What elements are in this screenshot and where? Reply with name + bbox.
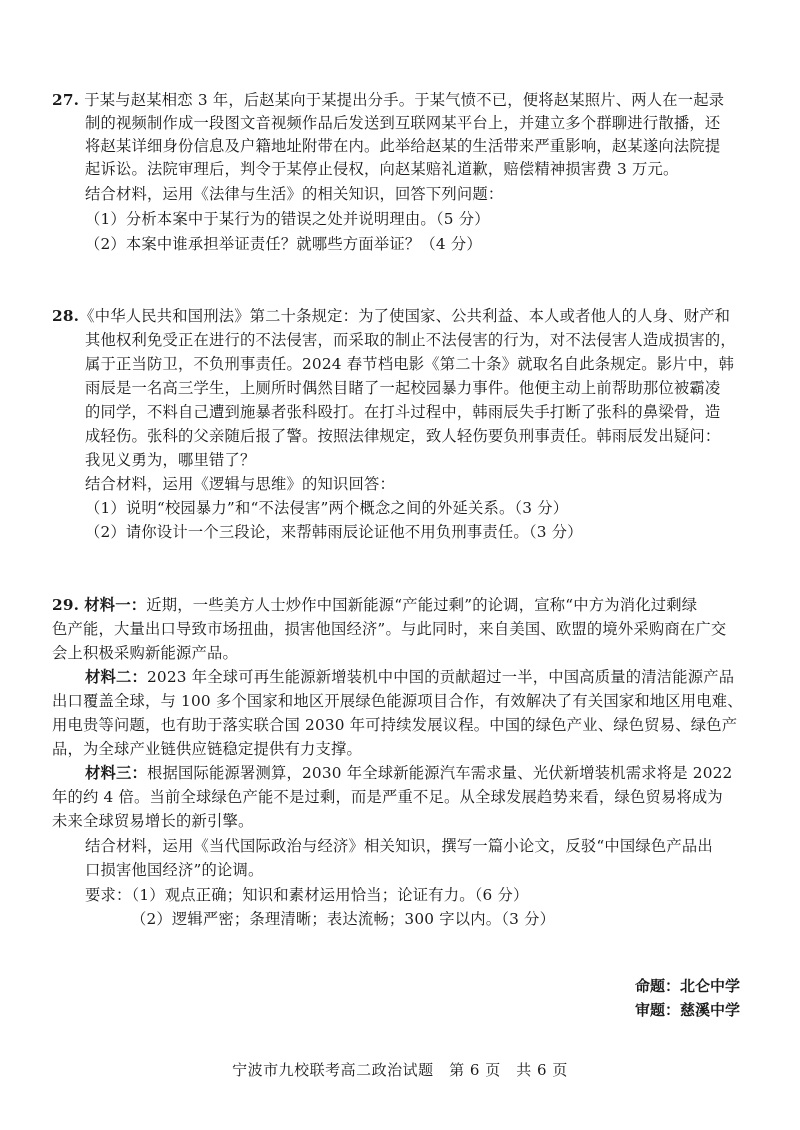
- material-2-line-1: 材料二：2023 年全球可再生能源新增装机中中国的贡献超过一半，中国高质量的清洁能源产品: [85, 668, 735, 686]
- question-28-number: 28.: [52, 307, 80, 325]
- material-1-line-1: 29. 材料一：近期，一些美方人士炒作中国新能源“产能过剩”的论调，宣称“中方为消化过剩绿: [52, 596, 698, 614]
- question-27-line-2: 制的视频制作成一段图文音视频作品后发送到互联网某平台上，并建立多个群聊进行散播，还: [85, 114, 721, 132]
- material-3-line-3: 未来全球贸易增长的新引擎。: [52, 812, 254, 830]
- question-28-line-6: 成轻伤。张科的父亲随后报了警。按照法律规定，致人轻伤要负刑事责任。韩雨辰发出疑问：: [85, 427, 721, 445]
- question-27-sub-2: （2）本案中谁承担举证责任？就哪些方面举证？（4 分）: [85, 235, 482, 253]
- question-27-line-4: 起诉讼。法院审理后，判令于某停止侵权，向赵某赔礼道歉，赔偿精神损害费 3 万元。: [85, 160, 679, 178]
- question-28-line-7: 我见义勇为，哪里错了？: [85, 451, 256, 469]
- reviewer-credit: 审题：慈溪中学: [634, 1001, 740, 1019]
- question-27-sub-1: （1）分析本案中于某行为的错误之处并说明理由。（5 分）: [85, 210, 490, 228]
- material-3-line-2: 年的约 4 倍。当前全球绿色产能不是过剩，而是严重不足。从全球发展趋势来看，绿色贸易将成为: [52, 788, 723, 806]
- question-29-number: 29.: [52, 596, 80, 614]
- question-28-line-1: 28.《中华人民共和国刑法》第二十条规定：为了使国家、公共利益、本人或者他人的人身、财产和: [52, 307, 731, 325]
- question-28-line-3: 属于正当防卫，不负刑事责任。2024 春节档电影《第二十条》就取名自此条规定。影片中，韩: [85, 355, 735, 373]
- material-3-label: 材料三：: [85, 764, 147, 782]
- material-1-line-3: 会上积极采购新能源产品。: [52, 644, 238, 662]
- question-27-line-1: 27. 于某与赵某相恋 3 年，后赵某向于某提出分手。于某气愤不已，便将赵某照片、两人在一起录: [52, 91, 725, 109]
- question-28-sub-1: （1）说明“校园暴力”和“不法侵害”两个概念之间的外延关系。（3 分）: [85, 499, 569, 517]
- author-credit: 命题：北仑中学: [634, 977, 740, 995]
- material-2-line-3: 用电贵等问题，也有助于落实联合国 2030 年可持续发展议程。中国的绿色产业、绿色贸易、绿色产: [52, 716, 738, 734]
- question-29-requirement-1: 要求：（1）观点正确；知识和素材运用恰当；论证有力。（6 分）: [85, 886, 529, 904]
- material-3-line-1: 材料三：根据国际能源署测算，2030 年全球新能源汽车需求量、光伏新增装机需求将是 2022: [85, 764, 733, 782]
- material-2-line-4: 品，为全球产业链供应链稳定提供有力支撑。: [52, 740, 362, 758]
- question-29-instruction-line-2: 口损害他国经济”的论调。: [85, 861, 264, 879]
- question-27-number: 27.: [52, 91, 80, 109]
- material-2-label: 材料二：: [85, 668, 147, 686]
- material-2-line-2: 出口覆盖全球，与 100 多个国家和地区开展绿色能源项目合作，有效解决了有关国家和地区用电难、: [52, 692, 743, 710]
- question-29-instruction-line-1: 结合材料，运用《当代国际政治与经济》相关知识，撰写一篇小论文，反驳“中国绿色产品出: [85, 837, 713, 855]
- question-28-sub-2: （2）请你设计一个三段论，来帮韩雨辰论证他不用负刑事责任。（3 分）: [85, 523, 583, 541]
- question-29-requirement-2: （2）逻辑严密；条理清晰；表达流畅；300 字以内。（3 分）: [131, 910, 556, 928]
- question-28-line-2: 其他权利免受正在进行的不法侵害，而采取的制止不法侵害的行为，对不法侵害人造成损害的，: [85, 331, 736, 349]
- material-1-line-2: 色产能，大量出口导致市场扭曲，损害他国经济”。与此同时，来自美国、欧盟的境外采购商在广交: [52, 620, 727, 638]
- question-27-instruction: 结合材料，运用《法律与生活》的相关知识，回答下列问题：: [85, 185, 504, 203]
- question-28-line-5: 的同学，不料自己遭到施暴者张科殴打。在打斗过程中，韩雨辰失手打断了张科的鼻梁骨，造: [85, 403, 721, 421]
- question-28-instruction: 结合材料，运用《逻辑与思维》的知识回答：: [85, 475, 395, 493]
- question-28-line-4: 雨辰是一名高三学生，上厕所时偶然目睹了一起校园暴力事件。他便主动上前帮助那位被霸凌: [85, 379, 721, 397]
- material-1-label: 材料一：: [84, 596, 147, 614]
- page-footer: 宁波市九校联考高二政治试题 第 6 页 共 6 页: [232, 1061, 568, 1079]
- question-27-line-3: 将赵某详细身份信息及户籍地址附带在内。此举给赵某的生活带来严重影响，赵某遂向法院提: [85, 137, 721, 155]
